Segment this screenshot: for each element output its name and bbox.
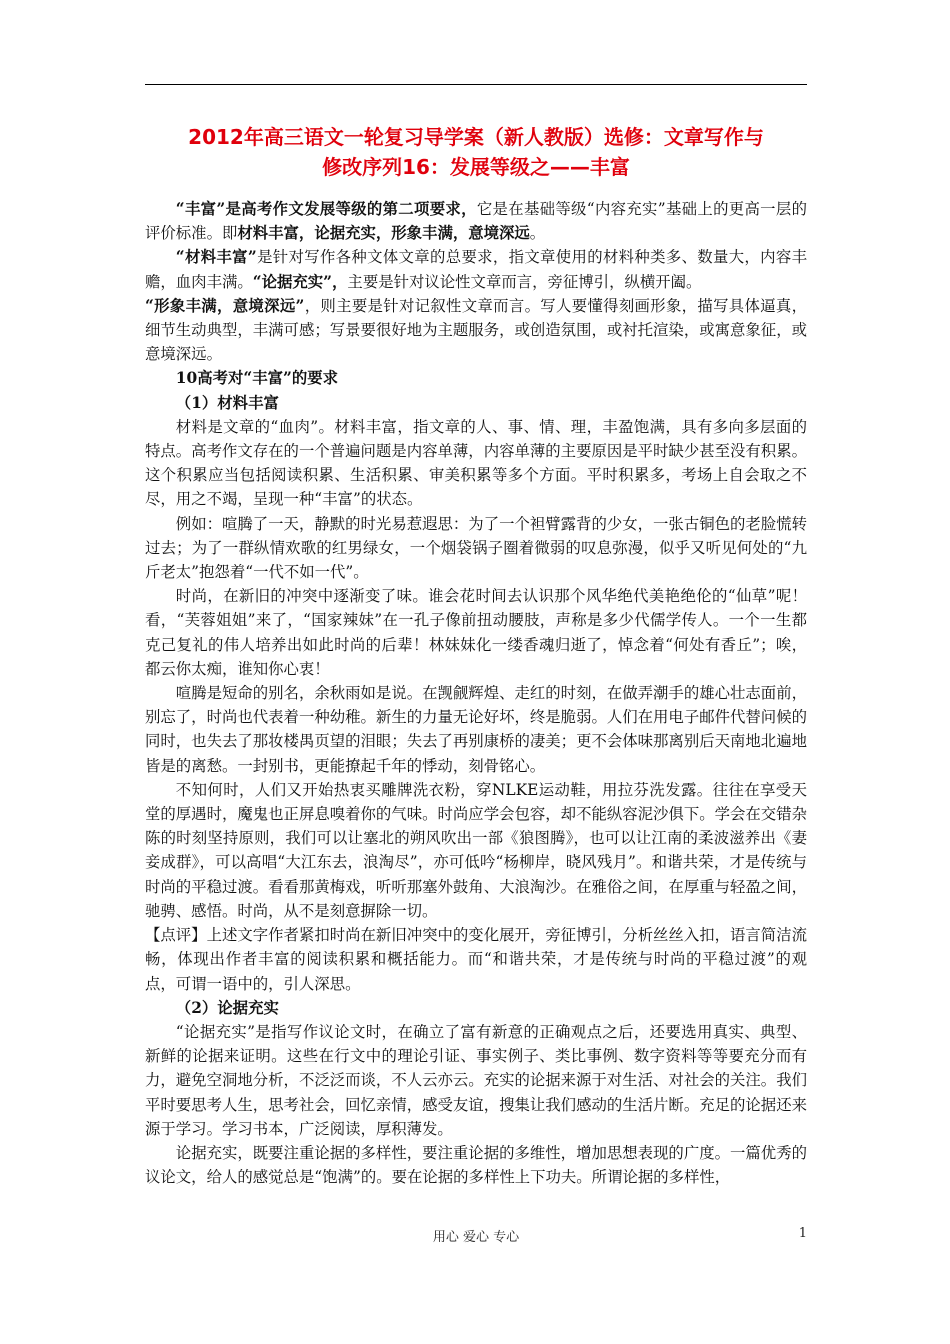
sub2-paragraph: “论据充实”是指写作议论文时，在确立了富有新意的正确观点之后，还要选用真实、典型、新鲜的论据来证明。这些在行文中的理论引证、事实例子、类比事例、数字资料等等要充分而有力，避免空洞地分析，不泛泛而谈，不人云亦云。充实的论据来源于对生活、对社会的关注。我们平时要思考人生，思考社会，回忆亲情，感受友谊，搜集让我们感动的生活片断。充足的论据还来源于学习。学习书本，广泛阅读，厚积薄发。: [145, 1022, 807, 1138]
intro-bold-1b: 材料丰富，论据充实，形象丰满，意境深远: [237, 224, 530, 243]
sub1-paragraph: 时尚，在新旧的冲突中逐渐变了味。谁会花时间去认识那个风华绝代美艳绝伦的“仙草”呢！看，“芙蓉姐姐”来了，“国家辣妹”在一孔子像前扭动腰肢，声称是多少代儒学传人。一个一生都克己复礼的伟人培养出如此时尚的后辈！林妹妹化一缕香魂归逝了，悼念着“何处有香丘”；唉，都云你太痴，谁知你心衷！: [145, 587, 807, 678]
subsection-1-heading: （1）材料丰富: [175, 393, 279, 412]
sub1-paragraph: 喧腾是短命的别名，余秋雨如是说。在觊觎辉煌、走红的时刻，在做弄潮手的雄心壮志面前，别忘了，时尚也代表着一种幼稚。新生的力量无论好坏，终是脆弱。人们在用电子邮件代替问候的同时，也失去了那妆楼禺页望的泪眼；失去了再别康桥的凄美；更不会体味那离别后天南地北遍地皆是的离愁。一封别书，更能撩起千年的悸动，刻骨铭心。: [145, 684, 807, 775]
intro-bold-1: “丰富”是高考作文发展等级的第二项要求，: [175, 200, 477, 218]
header-rule: [145, 84, 807, 85]
comment-paragraph: 【点评】上述文字作者紧扣时尚在新旧冲突中的变化展开，旁征博引，分析丝丝入扣，语言简洁流畅，体现出作者丰富的阅读积累和概括能力。而“和谐共荣，才是传统与时尚的平稳过渡”的观点，可谓一语中的，引人深思。: [145, 926, 807, 993]
page-title: [145, 122, 807, 182]
page-number: 1: [798, 1226, 807, 1241]
title-line-2: 修改序列16：发展等级之——丰富: [322, 155, 630, 179]
section-heading: 10高考对“丰富”的要求: [175, 369, 339, 388]
document-body: [145, 197, 807, 1189]
intro-text-3: ，则主要是针对记叙性文章而言。写人要懂得刻画形象，描写具体逼真，细节生动典型，丰满可感；写景要很好地为主题服务，或创造氛围，或衬托渲染，或寓意象征，或意境深远。: [145, 296, 807, 364]
intro-paragraph-1: [145, 197, 807, 245]
intro-text-1: 它是在基础等级“内容充实”基础上的更高一层的评价标准。即: [145, 200, 807, 243]
intro-paragraph-2: [145, 245, 807, 293]
intro-bold-3: “形象丰满，意境深远”: [145, 296, 305, 315]
intro-bold-2: “材料丰富”: [175, 248, 257, 267]
sub1-paragraph: 材料是文章的“血肉”。材料丰富，指文章的人、事、情、理，丰盈饱满，具有多向多层面的特点。高考作文存在的一个普遍问题是内容单薄，内容单薄的主要原因是平时缺少甚至没有积累。这个积累应当包括阅读积累、生活积累、审美积累等多个方面。平时积累多，考场上自会取之不尽，用之不竭，呈现一种“丰富”的状态。: [145, 417, 807, 509]
intro-paragraph-3: [145, 294, 807, 367]
sub1-paragraph: 例如：喧腾了一天，静默的时光易惹遐思：为了一个袒臂露背的少女，一张古铜色的老脸慌转过去；为了一群纵情欢歌的红男绿女，一个烟袋锅子圈着微弱的叹息弥漫，似乎又听见何处的“九斤老太”抱怨着“一代不如一代”。: [145, 514, 807, 582]
title-line-1: 2012年高三语文一轮复习导学案（新人教版）选修：文章写作与: [188, 125, 764, 149]
footer-motto: 用心 爱心 专心: [432, 1230, 520, 1245]
intro-end-1: 。: [529, 224, 546, 243]
intro-text-2: 是针对写作各种文体文章的总要求，指文章使用的材料种类多、数量大，内容丰赡，血肉丰满。: [145, 248, 807, 291]
intro-bold-2b: “论据充实”，: [252, 272, 348, 291]
subsection-2-heading: （2）论据充实: [175, 998, 279, 1017]
intro-text-2b: 主要是针对议论性文章而言，旁征博引，纵横开阖。: [347, 272, 702, 291]
sub2-paragraph: 论据充实，既要注重论据的多样性，要注重论据的多维性，增加思想表现的广度。一篇优秀的议论文，给人的感觉总是“饱满”的。要在论据的多样性上下功夫。所谓论据的多样性，: [145, 1143, 807, 1187]
sub1-paragraph: 不知何时，人们又开始热衷买雕牌洗衣粉，穿NLKE运动鞋，用拉芬洗发露。往往在享受天堂的厚遇时，魔鬼也正屏息嗅着你的气味。时尚应学会包容，却不能纵容泥沙俱下。学会在交错杂陈的时刻坚持原则，我们可以让塞北的朔风吹出一部《狼图腾》，也可以让江南的柔波滋养出《妻妾成群》，可以高唱“大江东去，浪淘尽”，亦可低吟“杨柳岸，晓风残月”。和谐共荣，才是传统与时尚的平稳过渡。看看那黄梅戏，听听那塞外鼓角、大浪淘沙。在雅俗之间，在厚重与轻盈之间，驰骋、感悟。时尚，从不是刻意摒除一切。: [145, 780, 807, 920]
